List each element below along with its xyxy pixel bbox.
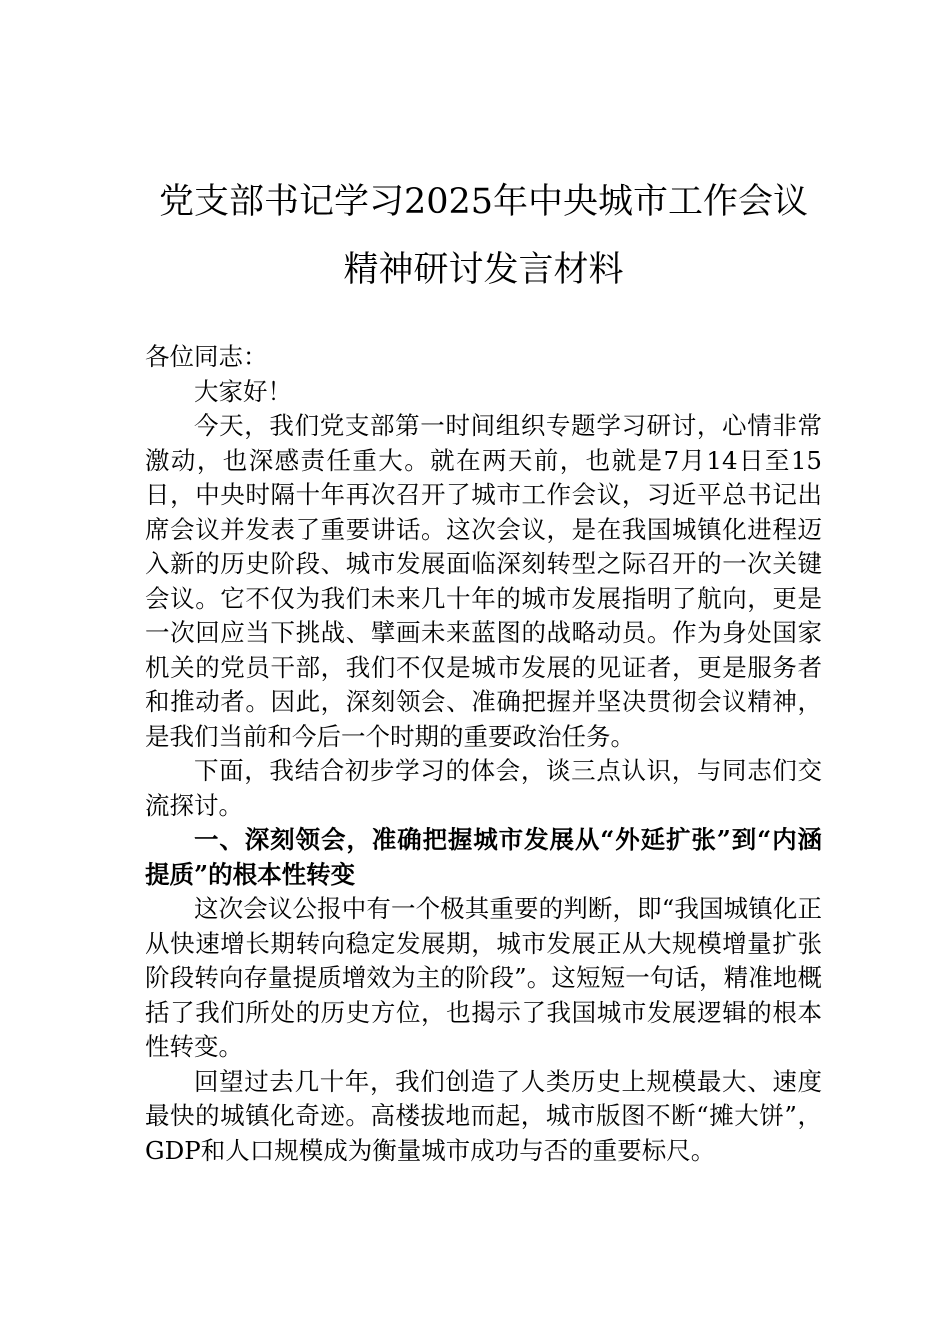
title-line-2: 精神研讨发言材料 <box>343 250 624 290</box>
section-1-paragraph-2: 回望过去几十年，我们创造了人类历史上规模最大、速度最快的城镇化奇迹。高楼拔地而起，城市版图不断“摊大饼”，GDP和人口规模成为衡量城市成功与否的重要标尺。 <box>145 1066 822 1165</box>
title-line-1: 党支部书记学习2025年中央城市工作会议 <box>158 182 809 222</box>
section-1-paragraph-1: 这次会议公报中有一个极其重要的判断，即“我国城镇化正从快速增长期转向稳定发展期，城市发展正从大规模增量扩张阶段转向存量提质增效为主的阶段”。这短短一句话，精准地概括了我们所处的历史方位，也揭示了我国城市发展逻辑的根本性转变。 <box>145 894 822 1061</box>
paragraph-outline: 下面，我结合初步学习的体会，谈三点认识，与同志们交流探讨。 <box>145 756 822 820</box>
document-body <box>145 340 822 1168</box>
section-heading-1: 一、深刻领会，准确把握城市发展从“外延扩张”到“内涵提质”的根本性转变 <box>145 825 822 889</box>
salutation: 各位同志： <box>145 342 268 371</box>
paragraph-intro: 今天，我们党支部第一时间组织专题学习研讨，心情非常激动，也深感责任重大。就在两天前，也就是7月14日至15日，中央时隔十年再次召开了城市工作会议，习近平总书记出席会议并发表了重要讲话。这次会议，是在我国城镇化进程迈入新的历史阶段、城市发展面临深刻转型之际召开的一次关键会议。它不仅为我们未来几十年的城市发展指明了航向，更是一次回应当下挑战、擘画未来蓝图的战略动员。作为身处国家机关的党员干部，我们不仅是城市发展的见证者，更是服务者和推动者。因此，深刻领会、准确把握并坚决贯彻会议精神，是我们当前和今后一个时期的重要政治任务。 <box>145 411 822 751</box>
greeting: 大家好！ <box>194 376 292 406</box>
document-title <box>145 168 822 304</box>
